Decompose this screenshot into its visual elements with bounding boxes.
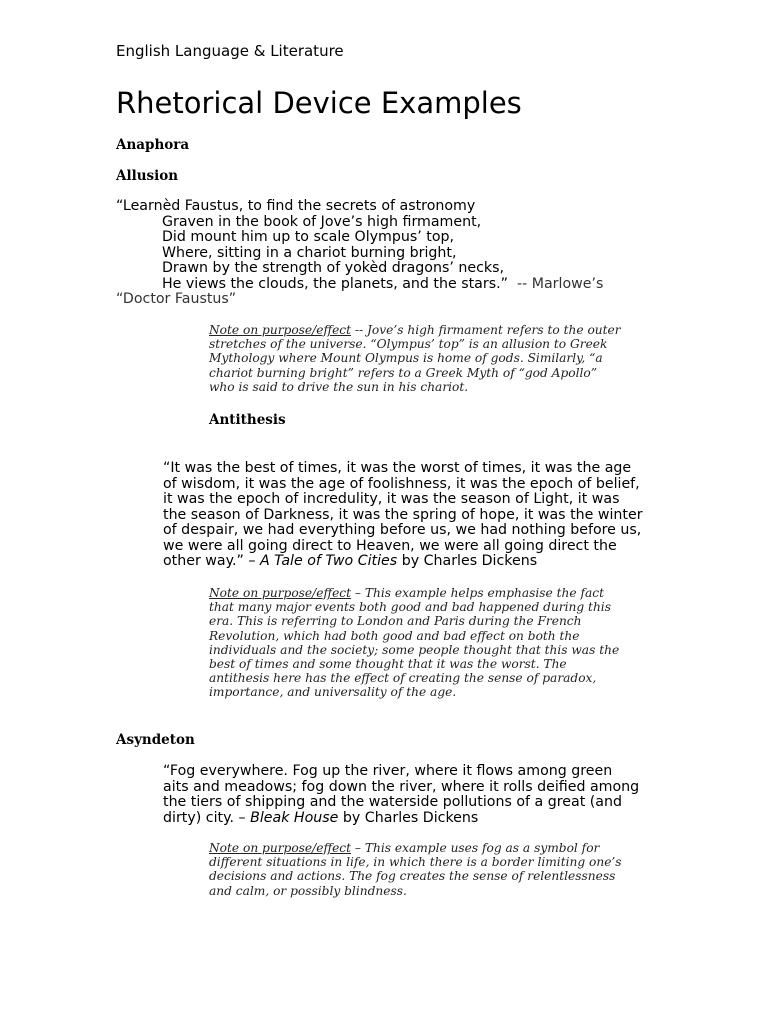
quote-line: it was the epoch of incredulity, it was the season of Light, it was — [163, 491, 620, 507]
note-text: that many major events both good and bad happened during this — [209, 600, 611, 615]
heading-antithesis: Antithesis — [209, 412, 286, 428]
allusion-quote — [116, 199, 603, 308]
quote-line: aits and meadows; fog down the river, where it rolls deified among — [163, 778, 640, 795]
quote-line: we were all going direct to Heaven, we were all going direct the — [163, 537, 617, 554]
book-author: by Charles Dickens — [338, 809, 479, 826]
quote-line: Did mount him up to scale Olympus’ top, — [162, 229, 455, 245]
attribution-title: “Doctor Faustus” — [116, 291, 237, 307]
heading-asyndeton: Asyndeton — [116, 732, 195, 748]
quote-line: the season of Darkness, it was the spring of hope, it was the winter — [163, 506, 643, 523]
note-text: stretches of the universe. “Olympus’ top” is an allusion to Greek — [209, 337, 608, 352]
note-label: Note on purpose/effect — [209, 841, 352, 855]
note-text: era. This is referring to London and Paris during the French — [209, 614, 582, 629]
note-text: importance, and universality of the age. — [209, 685, 457, 700]
quote-line-last — [116, 277, 603, 293]
quote-line-last — [163, 811, 663, 827]
note-text: different situations in life, in which there is a border limiting one’s — [209, 855, 622, 870]
quote-line-last — [163, 554, 663, 570]
quote-line: Drawn by the strength of yokèd dragons’ necks, — [162, 260, 505, 276]
course-header: English Language & Literature — [116, 42, 344, 60]
quote-line-text: He views the clouds, the planets, and the stars.” — [162, 275, 508, 292]
note-text: best of times and some thought that it was the worst. The — [209, 657, 567, 672]
note-text: who is said to drive the sun in his chariot. — [209, 379, 469, 394]
quote-line-text: other way.” – — [163, 553, 260, 569]
quote-line: “Learnèd Faustus, to find the secrets of astronomy — [116, 198, 476, 214]
note-text: Mythology where Mount Olympus is home of gods. Similarly, “a — [209, 351, 603, 366]
quote-line: of wisdom, it was the age of foolishness, it was the epoch of belief, — [163, 475, 640, 492]
quote-line: Where, sitting in a chariot burning bright, — [162, 244, 457, 261]
note-text: decisions and actions. The fog creates the sense of relentlessness — [209, 869, 616, 884]
note-text: Revolution, which had both good and bad effect on both the — [209, 628, 580, 643]
quote-line: “Fog everywhere. Fog up the river, where it flows among green — [163, 763, 613, 779]
note-text: individuals and the society; some people thought that this was the — [209, 642, 620, 657]
quote-line: “It was the best of times, it was the worst of times, it was the age — [163, 460, 632, 476]
heading-allusion: Allusion — [116, 168, 179, 184]
quote-line: Graven in the book of Jove’s high firmament, — [162, 213, 482, 230]
antithesis-note — [209, 586, 659, 700]
note-label: Note on purpose/effect — [209, 586, 352, 600]
note-text: antithesis here has the effect of creating the sense of paradox, — [209, 671, 597, 686]
book-title: Bleak House — [250, 809, 339, 826]
note-text: and calm, or possibly blindness. — [209, 883, 407, 898]
allusion-note — [209, 323, 659, 394]
antithesis-quote — [163, 461, 663, 570]
note-text: chariot burning bright” refers to a Greek Myth of “god Apollo” — [209, 365, 597, 380]
asyndeton-quote — [163, 764, 663, 826]
quote-line: of despair, we had everything before us, we had nothing before us, — [163, 522, 642, 538]
page-title: Rhetorical Device Examples — [116, 86, 522, 120]
book-title: A Tale of Two Cities — [259, 553, 398, 569]
quote-line-text: dirty) city. – — [163, 809, 251, 826]
book-author: by Charles Dickens — [397, 553, 538, 569]
attribution: -- Marlowe’s — [507, 275, 604, 292]
quote-line: the tiers of shipping and the waterside pollutions of a great (and — [163, 794, 623, 810]
heading-anaphora: Anaphora — [116, 137, 190, 153]
note-label: Note on purpose/effect — [209, 323, 352, 337]
asyndeton-note — [209, 841, 659, 898]
note-text: – This example helps emphasise the fact — [351, 586, 604, 600]
note-text: – This example uses fog as a symbol for — [351, 841, 600, 855]
note-text: -- Jove’s high firmament refers to the outer — [351, 323, 621, 337]
